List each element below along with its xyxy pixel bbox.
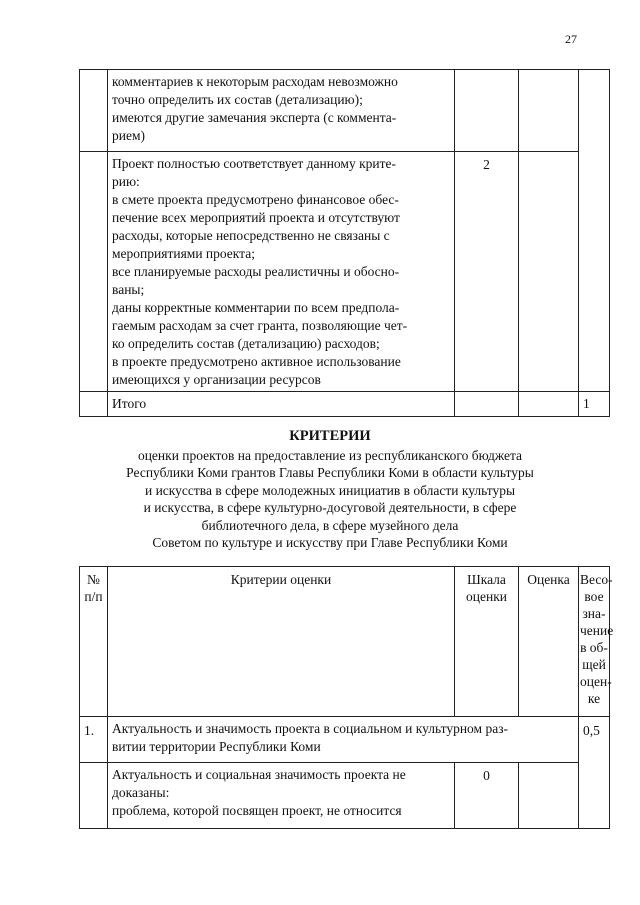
text-line: комментариев к некоторым расходам невозможно <box>112 74 398 89</box>
text-line: проблема, которой посвящен проект, не относится <box>112 803 402 818</box>
text-line: рию: <box>112 174 140 189</box>
text-line: витии территории Республики Коми <box>112 739 321 754</box>
row-number: 1. <box>80 717 108 763</box>
text-line: в проекте предусмотрено активное использование <box>112 354 401 369</box>
heading-line: Советом по культуре и искусству при Главе Республики Коми <box>152 535 508 550</box>
criteria-table-continuation <box>79 69 610 417</box>
rating-cell <box>519 152 579 392</box>
text-line: рием) <box>112 128 146 143</box>
heading-line: и искусства, в сфере культурно-досуговой деятельности, в сфере <box>143 500 517 515</box>
rating-cell <box>519 392 579 417</box>
table-row <box>80 717 610 763</box>
text-line: точно определить их состав (детализацию); <box>112 92 363 107</box>
weight-cell <box>579 70 610 392</box>
scale-header: Шкала оценки <box>455 567 519 717</box>
num-cell <box>80 152 108 392</box>
heading-line: Республики Коми грантов Главы Республики Коми в области культуры <box>126 465 534 480</box>
criterion-title-cell <box>108 717 579 763</box>
text-line: Актуальность и социальная значимость проекта не <box>112 767 406 782</box>
scale-cell <box>455 392 519 417</box>
heading-line: оценки проектов на предоставление из республиканского бюджета <box>137 447 523 463</box>
total-weight: 1 <box>579 392 610 417</box>
text-line: Проект полностью соответствует данному крите- <box>112 156 397 171</box>
text-line: ваны; <box>112 282 145 297</box>
table-row <box>80 70 610 152</box>
text-line: даны корректные комментарии по всем предпола- <box>112 300 400 315</box>
page-number: 27 <box>565 32 577 46</box>
criteria-header: Критерии оценки <box>108 567 455 717</box>
table-header-row <box>80 567 610 717</box>
text-line: мероприятиями проекта; <box>112 246 255 261</box>
text-line: расходы, которые непосредственно не связаны с <box>112 228 390 243</box>
total-label: Итого <box>108 392 455 417</box>
rating-cell <box>519 70 579 152</box>
text-line: имеются другие замечания эксперта (с коммента- <box>112 110 397 125</box>
weight-header: Весо- вое зна- чение в об- щей оцен- ке <box>579 567 610 717</box>
scale-cell <box>455 70 519 152</box>
rating-header: Оценка <box>519 567 579 717</box>
text-line: в смете проекта предусмотрено финансовое обес- <box>112 192 399 207</box>
table-row <box>80 763 610 829</box>
criteria-text-cell <box>108 763 455 829</box>
weight-value: 0,5 <box>579 717 610 829</box>
section-heading <box>80 428 580 552</box>
num-cell <box>80 70 108 152</box>
total-row <box>80 392 610 417</box>
num-cell <box>80 763 108 829</box>
heading-line: библиотечного дела, в сфере музейного дела <box>201 517 459 533</box>
text-line: ко определить состав (детализацию) расходов; <box>112 336 380 351</box>
rating-cell <box>519 763 579 829</box>
text-line: печение всех мероприятий проекта и отсутствуют <box>112 210 400 225</box>
heading-line: и искусства в сфере молодежных инициатив в области культуры <box>144 482 516 498</box>
table-row <box>80 152 610 392</box>
text-line: Актуальность и значимость проекта в социальном и культурном раз- <box>112 721 509 736</box>
criteria-table <box>79 566 614 829</box>
criteria-text-cell <box>108 70 455 152</box>
num-header: № п/п <box>80 567 108 717</box>
num-cell <box>80 392 108 417</box>
text-line: доказаны: <box>112 785 170 800</box>
scale-cell: 2 <box>455 152 519 392</box>
text-line: имеющихся у организации ресурсов <box>112 372 321 387</box>
criteria-text-cell <box>108 152 455 392</box>
scale-cell: 0 <box>455 763 519 829</box>
text-line: все планируемые расходы реалистичны и обосно- <box>112 264 400 279</box>
heading-title: КРИТЕРИИ <box>289 428 371 444</box>
text-line: гаемым расходам за счет гранта, позволяющие чет- <box>112 318 408 333</box>
